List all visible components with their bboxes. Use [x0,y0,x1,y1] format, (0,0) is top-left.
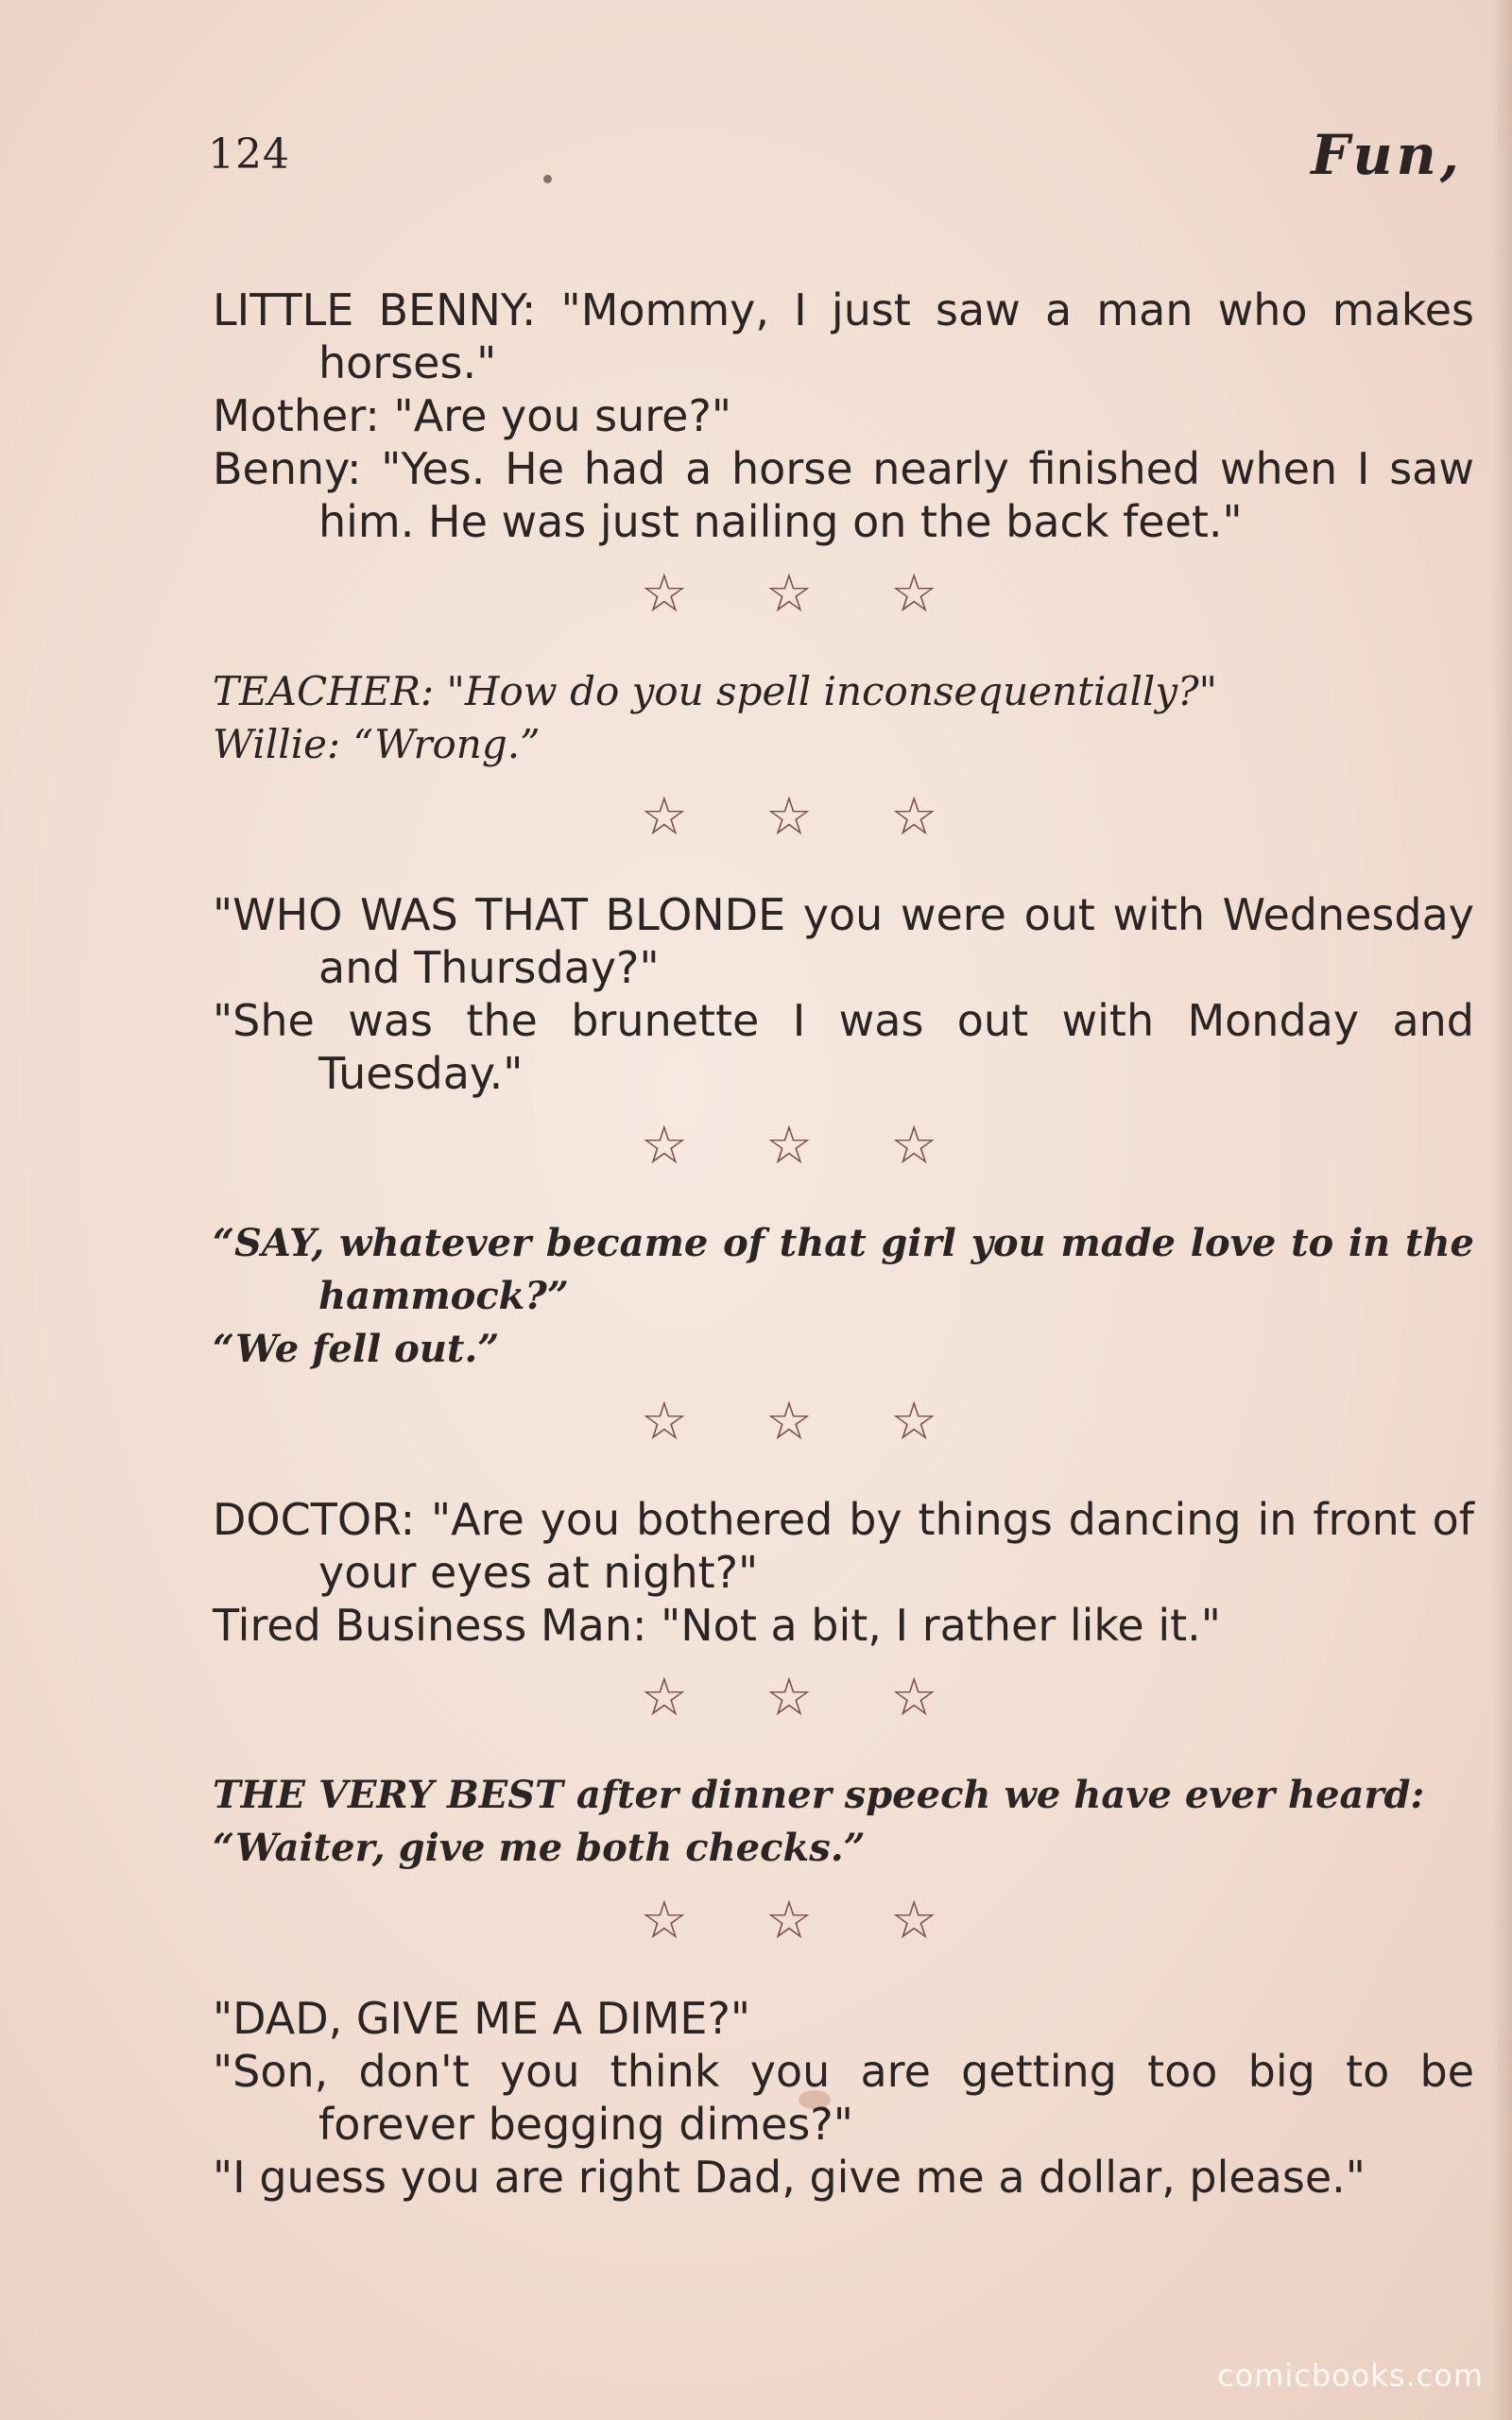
star-icon: ☆ [890,563,938,625]
star-icon: ☆ [890,1890,938,1951]
running-title: Fun, [1311,123,1463,187]
joke-list [213,283,1474,2204]
star-icon: ☆ [640,1890,688,1951]
star-icon: ☆ [890,1115,938,1176]
watermark: comicbooks.com [1216,2358,1484,2394]
star-icon: ☆ [640,1391,688,1452]
star-icon: ☆ [640,1667,688,1728]
joke-block [213,665,1474,771]
star-icon: ☆ [765,786,814,848]
joke-line: Benny: "Yes. He had a horse nearly finished when I saw him. He was just nailing on the back feet." [213,443,1474,547]
joke-line: Mother: "Are you sure?" [213,390,732,441]
joke-line: "I guess you are right Dad, give me a dollar, please." [213,2152,1366,2203]
star-icon: ☆ [890,1667,938,1728]
joke-line: “We fell out.” [213,1327,500,1371]
joke-line: DOCTOR: "Are you bothered by things dancing in front of your eyes at night?" [213,1494,1474,1598]
joke-line: "WHO WAS THAT BLONDE you were out with Wednesday and Thursday?" [213,889,1474,993]
star-icon: ☆ [765,1667,814,1728]
joke-line: Willie: “Wrong.” [213,721,541,767]
star-icon: ☆ [765,1391,814,1452]
page-edge-shadow [1491,0,1512,2420]
star-icon: ☆ [765,1890,814,1951]
joke-line: “SAY, whatever became of that girl you made love to in the hammock?” [213,1221,1474,1318]
star-separator [317,565,1262,624]
joke-line: THE VERY BEST after dinner speech we have ever heard: [213,1773,1425,1817]
star-icon: ☆ [765,1115,814,1176]
joke-line: "DAD, GIVE ME A DIME?" [213,1993,751,2044]
joke-line: LITTLE BENNY: "Mommy, I just saw a man who makes horses." [213,284,1474,388]
joke-line: Tired Business Man: "Not a bit, I rather like it." [213,1600,1221,1651]
star-separator [317,1669,1262,1727]
joke-line: TEACHER: "How do you spell inconsequentially?" [213,668,1217,714]
joke-block [213,1769,1474,1875]
star-icon: ☆ [890,1391,938,1452]
joke-block [213,1217,1474,1376]
star-icon: ☆ [640,786,688,848]
star-separator [317,1393,1262,1451]
star-icon: ☆ [890,786,938,848]
joke-block [213,888,1474,1100]
joke-block [213,283,1474,548]
star-icon: ☆ [640,1115,688,1176]
joke-block [213,1493,1474,1652]
star-separator [317,1892,1262,1950]
joke-line: “Waiter, give me both checks.” [213,1826,866,1870]
page-number: 124 [208,130,290,179]
star-separator [317,788,1262,847]
joke-line: "Son, don't you think you are getting too big to be forever begging dimes?" [213,2046,1474,2150]
page-header [208,123,1463,198]
joke-line: "She was the brunette I was out with Monday and Tuesday." [213,995,1474,1099]
star-icon: ☆ [765,563,814,625]
joke-block [213,1992,1474,2204]
star-separator [317,1117,1262,1176]
star-icon: ☆ [640,563,688,625]
